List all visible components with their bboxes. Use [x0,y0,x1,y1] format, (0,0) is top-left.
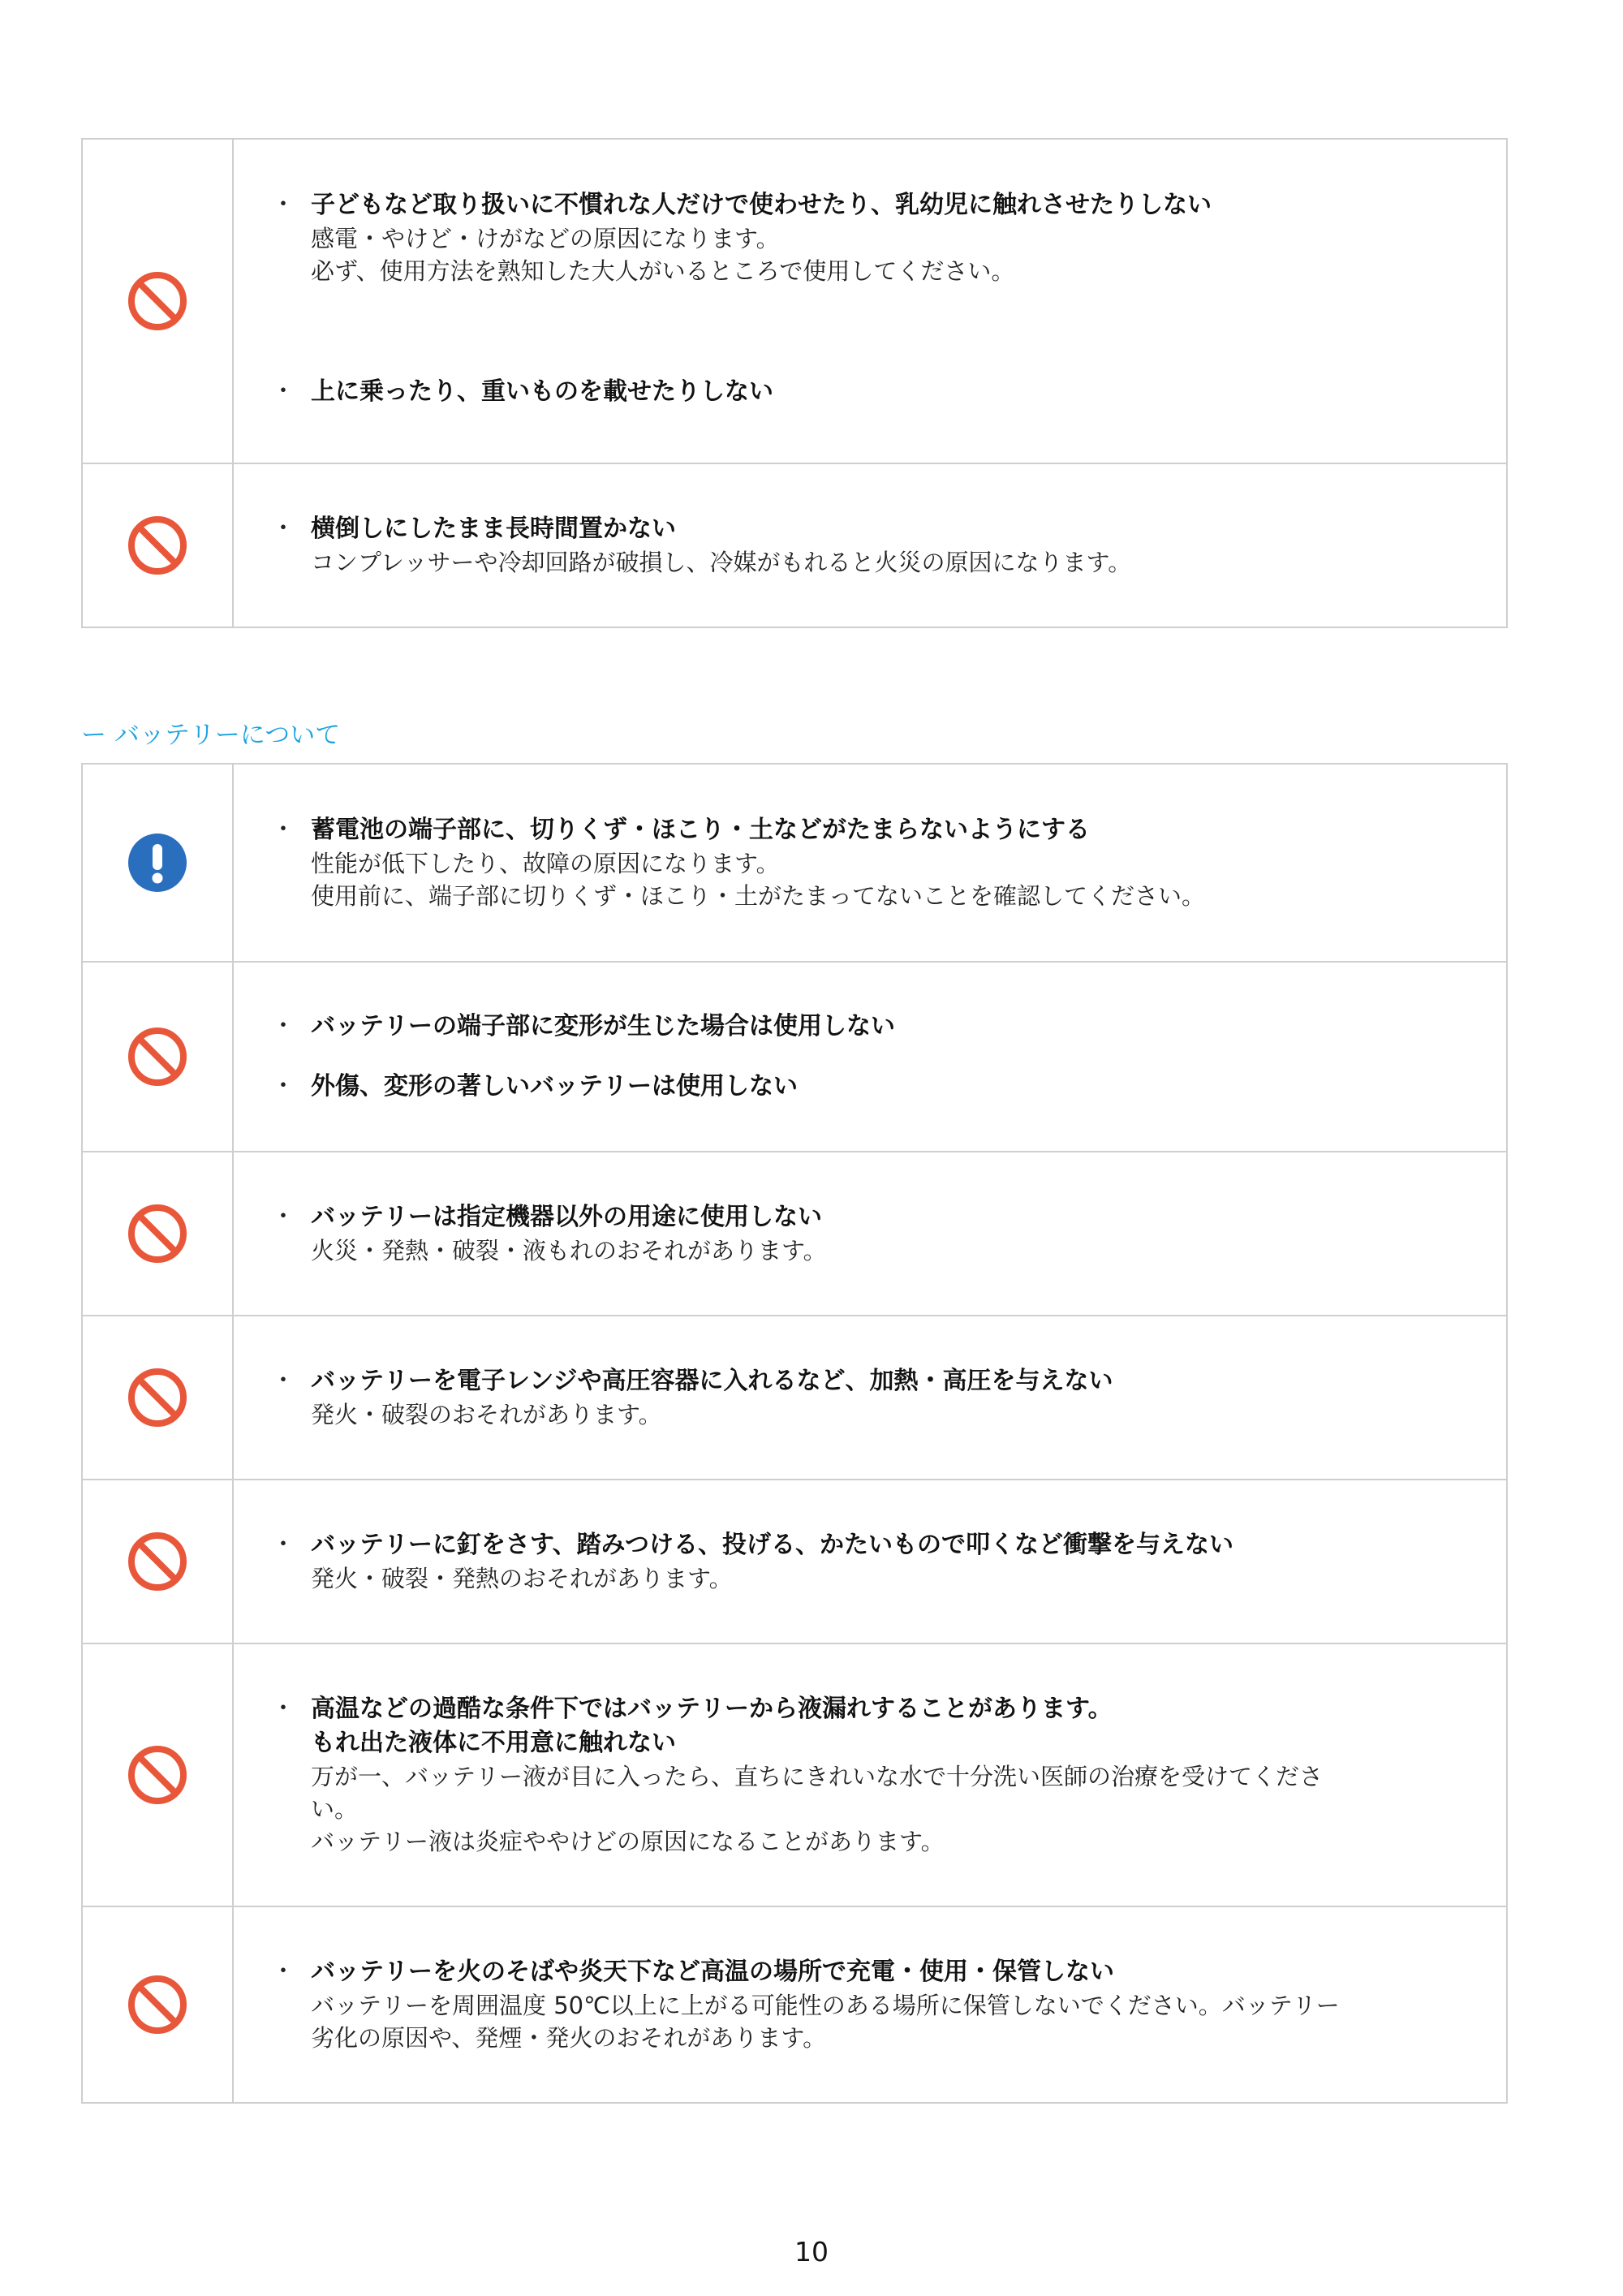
warning-item [282,188,1474,287]
warning-item [282,1955,1474,2054]
warning-heading: ・ 上に乗ったり、重いものを載せたりしない [311,377,773,406]
prohibit-icon [127,515,187,575]
exclamation-icon [128,834,187,892]
warning-desc: コンプレッサーや冷却回路が破損し、冷媒がもれると火災の原因になります。 [311,549,1132,576]
text-cell [234,1152,1506,1315]
text-cell [234,1316,1506,1479]
warning-item [282,512,1474,579]
prohibit-icon [127,1745,187,1805]
warning-heading: ・ 蓄電池の端子部に、切りくず・ほこり・土などがたまらないようにする [311,816,1090,844]
text-cell [234,464,1506,627]
icon-cell [83,1644,234,1906]
warning-row [83,1479,1506,1643]
warning-desc: 感電・やけど・けがなどの原因になります。 [311,225,780,252]
section-title: ー バッテリーについて [81,721,341,750]
warning-heading-continued: もれ出た液体に不用意に触れない [311,1729,676,1757]
text-cell [234,963,1506,1151]
warning-desc: 劣化の原因や、発煙・発火のおそれがあります。 [311,2024,827,2052]
warning-row [83,140,1506,463]
text-cell [234,1907,1506,2102]
warning-desc: 必ず、使用方法を熟知した大人がいるところで使用してください。 [311,257,1015,285]
prohibit-icon [127,1204,187,1264]
warning-heading: ・ 子どもなど取り扱いに不慣れな人だけで使わせたり、乳幼児に触れさせたりしない [311,191,1212,219]
icon-cell [83,1480,234,1643]
prohibit-icon [127,1027,187,1087]
text-cell [234,1480,1506,1643]
prohibit-icon [127,271,187,331]
warning-heading: ・ バッテリーに釘をさす、踏みつける、投げる、かたいもので叩くなど衝撃を与えない [311,1531,1233,1559]
icon-cell [83,765,234,961]
prohibit-icon [127,1531,187,1592]
warning-row [83,1643,1506,1906]
page-number: 10 [794,2236,829,2268]
warning-table-general [81,138,1508,628]
icon-cell [83,1907,234,2102]
warning-desc: 火災・発熱・破裂・液もれのおそれがあります。 [311,1237,827,1264]
warning-item [282,1692,1474,1858]
warning-heading: ・ バッテリーの端子部に変形が生じた場合は使用しない [311,1012,895,1040]
warning-row [83,1315,1506,1479]
warning-row [83,961,1506,1151]
icon-cell [83,1316,234,1479]
text-cell [234,140,1506,463]
warning-item [282,1070,1474,1104]
warning-desc: 使用前に、端子部に切りくず・ほこり・土がたまってないことを確認してください。 [311,882,1206,910]
warning-desc: 万が一、バッテリー液が目に入ったら、直ちにきれいな水で十分洗い医師の治療を受けてくださ [311,1763,1324,1790]
warning-desc: い。 [311,1795,359,1823]
warning-item [282,1010,1474,1044]
warning-desc: 発火・破裂・発熱のおそれがあります。 [311,1565,733,1592]
warning-desc: バッテリーを周囲温度 50℃以上に上がる可能性のある場所に保管しないでください。バッテリー [311,1992,1340,2019]
icon-cell [83,140,234,463]
warning-desc: 性能が低下したり、故障の原因になります。 [311,850,780,877]
warning-item [282,1364,1474,1431]
warning-heading: ・ 高温などの過酷な条件下ではバッテリーから液漏れすることがあります。 [311,1695,1113,1723]
prohibit-icon [127,1975,187,2035]
warning-item [282,1528,1474,1595]
icon-cell [83,1152,234,1315]
warning-row [83,463,1506,627]
warning-heading: ・ バッテリーは指定機器以外の用途に使用しない [311,1203,822,1231]
prohibit-icon [127,1368,187,1428]
warning-item [282,813,1474,912]
warning-table-battery [81,763,1508,2104]
warning-row [83,1906,1506,2102]
icon-cell [83,464,234,627]
icon-cell [83,963,234,1151]
warning-item [282,1200,1474,1267]
warning-heading: ・ 横倒しにしたまま長時間置かない [311,515,676,543]
warning-heading: ・ バッテリーを電子レンジや高圧容器に入れるなど、加熱・高圧を与えない [311,1367,1113,1395]
warning-heading: ・ バッテリーを火のそばや炎天下など高温の場所で充電・使用・保管しない [311,1958,1114,1986]
text-cell [234,765,1506,961]
text-cell [234,1644,1506,1906]
warning-row [83,765,1506,961]
warning-heading: ・ 外傷、変形の著しいバッテリーは使用しない [311,1072,798,1101]
warning-desc: バッテリー液は炎症ややけどの原因になることがあります。 [311,1828,945,1855]
warning-row [83,1151,1506,1315]
warning-desc: 発火・破裂のおそれがあります。 [311,1401,662,1428]
warning-item [282,375,1474,409]
